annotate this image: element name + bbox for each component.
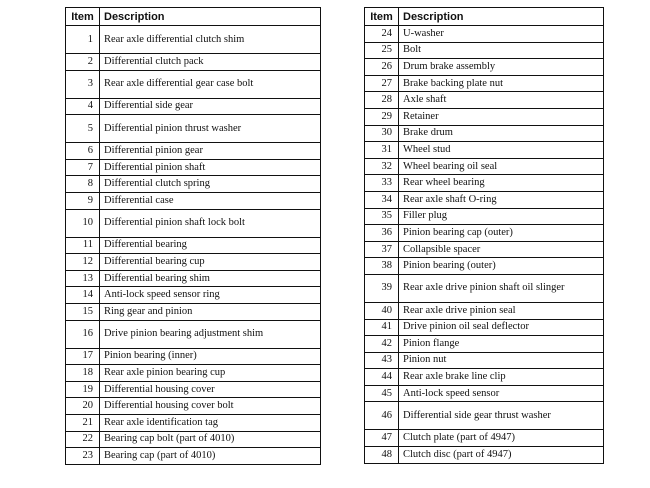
item-number: 19 [66,381,100,398]
parts-table-right [364,7,604,464]
item-number: 26 [365,59,399,76]
item-description: Differential pinion shaft lock bolt [100,209,321,237]
table-row [365,430,604,447]
item-number: 46 [365,402,399,430]
table-row [66,254,321,271]
item-description: Differential pinion gear [100,143,321,160]
item-description: Differential bearing shim [100,270,321,287]
item-number: 27 [365,75,399,92]
item-number: 44 [365,369,399,386]
item-number: 13 [66,270,100,287]
item-description: Rear axle identification tag [100,414,321,431]
item-number: 38 [365,258,399,275]
item-description: Wheel bearing oil seal [399,158,604,175]
item-description: Ring gear and pinion [100,303,321,320]
table-row [66,237,321,254]
table-row [365,125,604,142]
item-description: Differential housing cover bolt [100,398,321,415]
column-header-description: Description [100,8,321,26]
item-description: Differential clutch pack [100,54,321,71]
table-row [66,54,321,71]
table-row [365,402,604,430]
item-number: 41 [365,319,399,336]
item-number: 7 [66,159,100,176]
item-number: 43 [365,352,399,369]
table-row [66,115,321,143]
item-number: 3 [66,70,100,98]
table-row [365,447,604,464]
item-number: 15 [66,303,100,320]
column-header-description: Description [399,8,604,26]
parts-table-left [65,7,321,465]
item-number: 37 [365,241,399,258]
item-number: 39 [365,274,399,302]
table-row [66,209,321,237]
item-number: 30 [365,125,399,142]
item-description: Differential side gear thrust washer [399,402,604,430]
item-number: 6 [66,143,100,160]
item-number: 40 [365,302,399,319]
item-description: Pinion nut [399,352,604,369]
table-row [66,303,321,320]
item-number: 21 [66,414,100,431]
item-number: 48 [365,447,399,464]
item-description: Rear wheel bearing [399,175,604,192]
item-number: 25 [365,42,399,59]
item-description: Pinion bearing (outer) [399,258,604,275]
table-row [365,59,604,76]
item-description: Anti-lock speed sensor [399,385,604,402]
item-number: 1 [66,26,100,54]
item-description: Brake backing plate nut [399,75,604,92]
table-row [365,274,604,302]
item-number: 45 [365,385,399,402]
item-number: 12 [66,254,100,271]
item-description: Pinion bearing (inner) [100,348,321,365]
item-number: 2 [66,54,100,71]
item-number: 14 [66,287,100,304]
item-description: Bolt [399,42,604,59]
item-number: 34 [365,191,399,208]
item-number: 42 [365,336,399,353]
table-row [365,352,604,369]
item-description: Differential bearing [100,237,321,254]
item-description: Bearing cap (part of 4010) [100,448,321,465]
item-number: 29 [365,108,399,125]
table-row [66,287,321,304]
table-row [365,336,604,353]
item-number: 23 [66,448,100,465]
table-row [66,381,321,398]
item-description: Pinion bearing cap (outer) [399,225,604,242]
item-number: 28 [365,92,399,109]
item-description: Rear axle differential gear case bolt [100,70,321,98]
table-row [365,385,604,402]
item-description: Pinion flange [399,336,604,353]
table-row [365,241,604,258]
item-description: Differential housing cover [100,381,321,398]
item-description: Rear axle differential clutch shim [100,26,321,54]
item-description: Differential pinion shaft [100,159,321,176]
item-description: Drive pinion oil seal deflector [399,319,604,336]
table-row [365,26,604,43]
table-row [365,142,604,159]
table-row [66,26,321,54]
table-row [66,431,321,448]
item-description: Rear axle shaft O-ring [399,191,604,208]
column-header-item: Item [66,8,100,26]
item-description: Brake drum [399,125,604,142]
item-description: Differential pinion thrust washer [100,115,321,143]
item-description: Drum brake assembly [399,59,604,76]
table-row [365,158,604,175]
header-row [66,8,321,26]
table-row [365,369,604,386]
item-description: Retainer [399,108,604,125]
item-description: Wheel stud [399,142,604,159]
table-row [365,208,604,225]
item-description: Rear axle drive pinion shaft oil slinger [399,274,604,302]
table-row [365,175,604,192]
item-number: 36 [365,225,399,242]
table-row [66,143,321,160]
item-description: Clutch disc (part of 4947) [399,447,604,464]
table-row [66,270,321,287]
item-description: Differential bearing cup [100,254,321,271]
item-description: U-washer [399,26,604,43]
item-number: 32 [365,158,399,175]
item-number: 31 [365,142,399,159]
table-row [66,70,321,98]
table-row [365,319,604,336]
table-row [365,108,604,125]
item-number: 10 [66,209,100,237]
table-row [365,302,604,319]
table-row [66,448,321,465]
table-row [66,365,321,382]
item-number: 24 [365,26,399,43]
item-description: Rear axle brake line clip [399,369,604,386]
table-row [66,98,321,115]
table-row [66,398,321,415]
item-description: Bearing cap bolt (part of 4010) [100,431,321,448]
table-row [66,348,321,365]
table-row [365,92,604,109]
item-description: Rear axle drive pinion seal [399,302,604,319]
item-description: Collapsible spacer [399,241,604,258]
item-description: Axle shaft [399,92,604,109]
item-description: Differential case [100,192,321,209]
item-description: Rear axle pinion bearing cup [100,365,321,382]
header-row [365,8,604,26]
item-number: 17 [66,348,100,365]
item-number: 16 [66,320,100,348]
item-number: 22 [66,431,100,448]
item-number: 18 [66,365,100,382]
table-row [66,159,321,176]
item-description: Differential clutch spring [100,176,321,193]
item-description: Anti-lock speed sensor ring [100,287,321,304]
item-description: Drive pinion bearing adjustment shim [100,320,321,348]
item-number: 11 [66,237,100,254]
item-number: 9 [66,192,100,209]
item-description: Differential side gear [100,98,321,115]
table-row [365,75,604,92]
item-number: 20 [66,398,100,415]
table-row [66,414,321,431]
table-row [365,42,604,59]
table-row [66,320,321,348]
item-number: 47 [365,430,399,447]
table-row [66,176,321,193]
item-description: Filler plug [399,208,604,225]
table-row [365,191,604,208]
item-number: 35 [365,208,399,225]
table-row [66,192,321,209]
item-number: 33 [365,175,399,192]
item-description: Clutch plate (part of 4947) [399,430,604,447]
item-number: 5 [66,115,100,143]
column-header-item: Item [365,8,399,26]
item-number: 4 [66,98,100,115]
table-row [365,225,604,242]
item-number: 8 [66,176,100,193]
table-row [365,258,604,275]
